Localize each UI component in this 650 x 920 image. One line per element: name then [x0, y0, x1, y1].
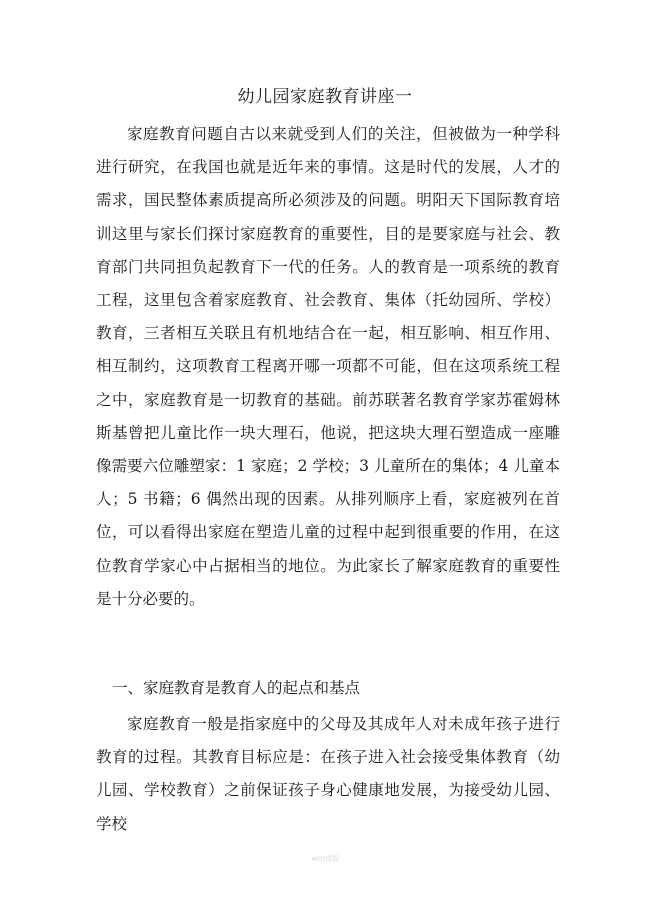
section-paragraph: 家庭教育一般是指家庭中的父母及其成年人对未成年孩子进行教育的过程。其教育目标应是：在孩子进入社会接受集体教育（幼儿园、学校教育）之前保证孩子身心健康地发展，为接受幼儿园、学校: [96, 715, 560, 833]
section-heading: 一、家庭教育是教育人的起点和基点: [112, 679, 361, 697]
intro-paragraph: 家庭教育问题自古以来就受到人们的关注，但被做为一种学科进行研究，在我国也就是近年来的事情。这是时代的发展，人才的需求，国民整体素质提高所必须涉及的问题。明阳天下国际教育培训这里与家长们探讨家庭教育的重要性，目的是要家庭与社会、教育部门共同担负起教育下一代的任务。人的教育是一项系统的教育工程，这里包含着家庭教育、社会教育、集体（托幼园所、学校）教育，三者相互关联且有机地结合在一起，相互影响、相互作用、相互制约，这项教育工程离开哪一项都不可能，但在这项系统工程之中，家庭教育是一切教育的基础。前苏联著名教育学家苏霍姆林斯基曾把儿童比作一块大理石，他说，把这块大理石塑造成一座雕像需要六位雕塑家：1 家庭；2 学校；3 儿童所在的集体；4 儿童本人；5 书籍；6 偶然出现的因素。从排列顺序上看，家庭被列在首位，可以看得出家庭在塑造儿童的过程中起到很重要的作用，在这位教育学家心中占据相当的地位。为此家长了解家庭教育的重要性是十分必要的。: [96, 125, 560, 608]
page-footer-mark: word版: [311, 854, 339, 863]
document-title: 幼儿园家庭教育讲座一: [237, 87, 413, 107]
